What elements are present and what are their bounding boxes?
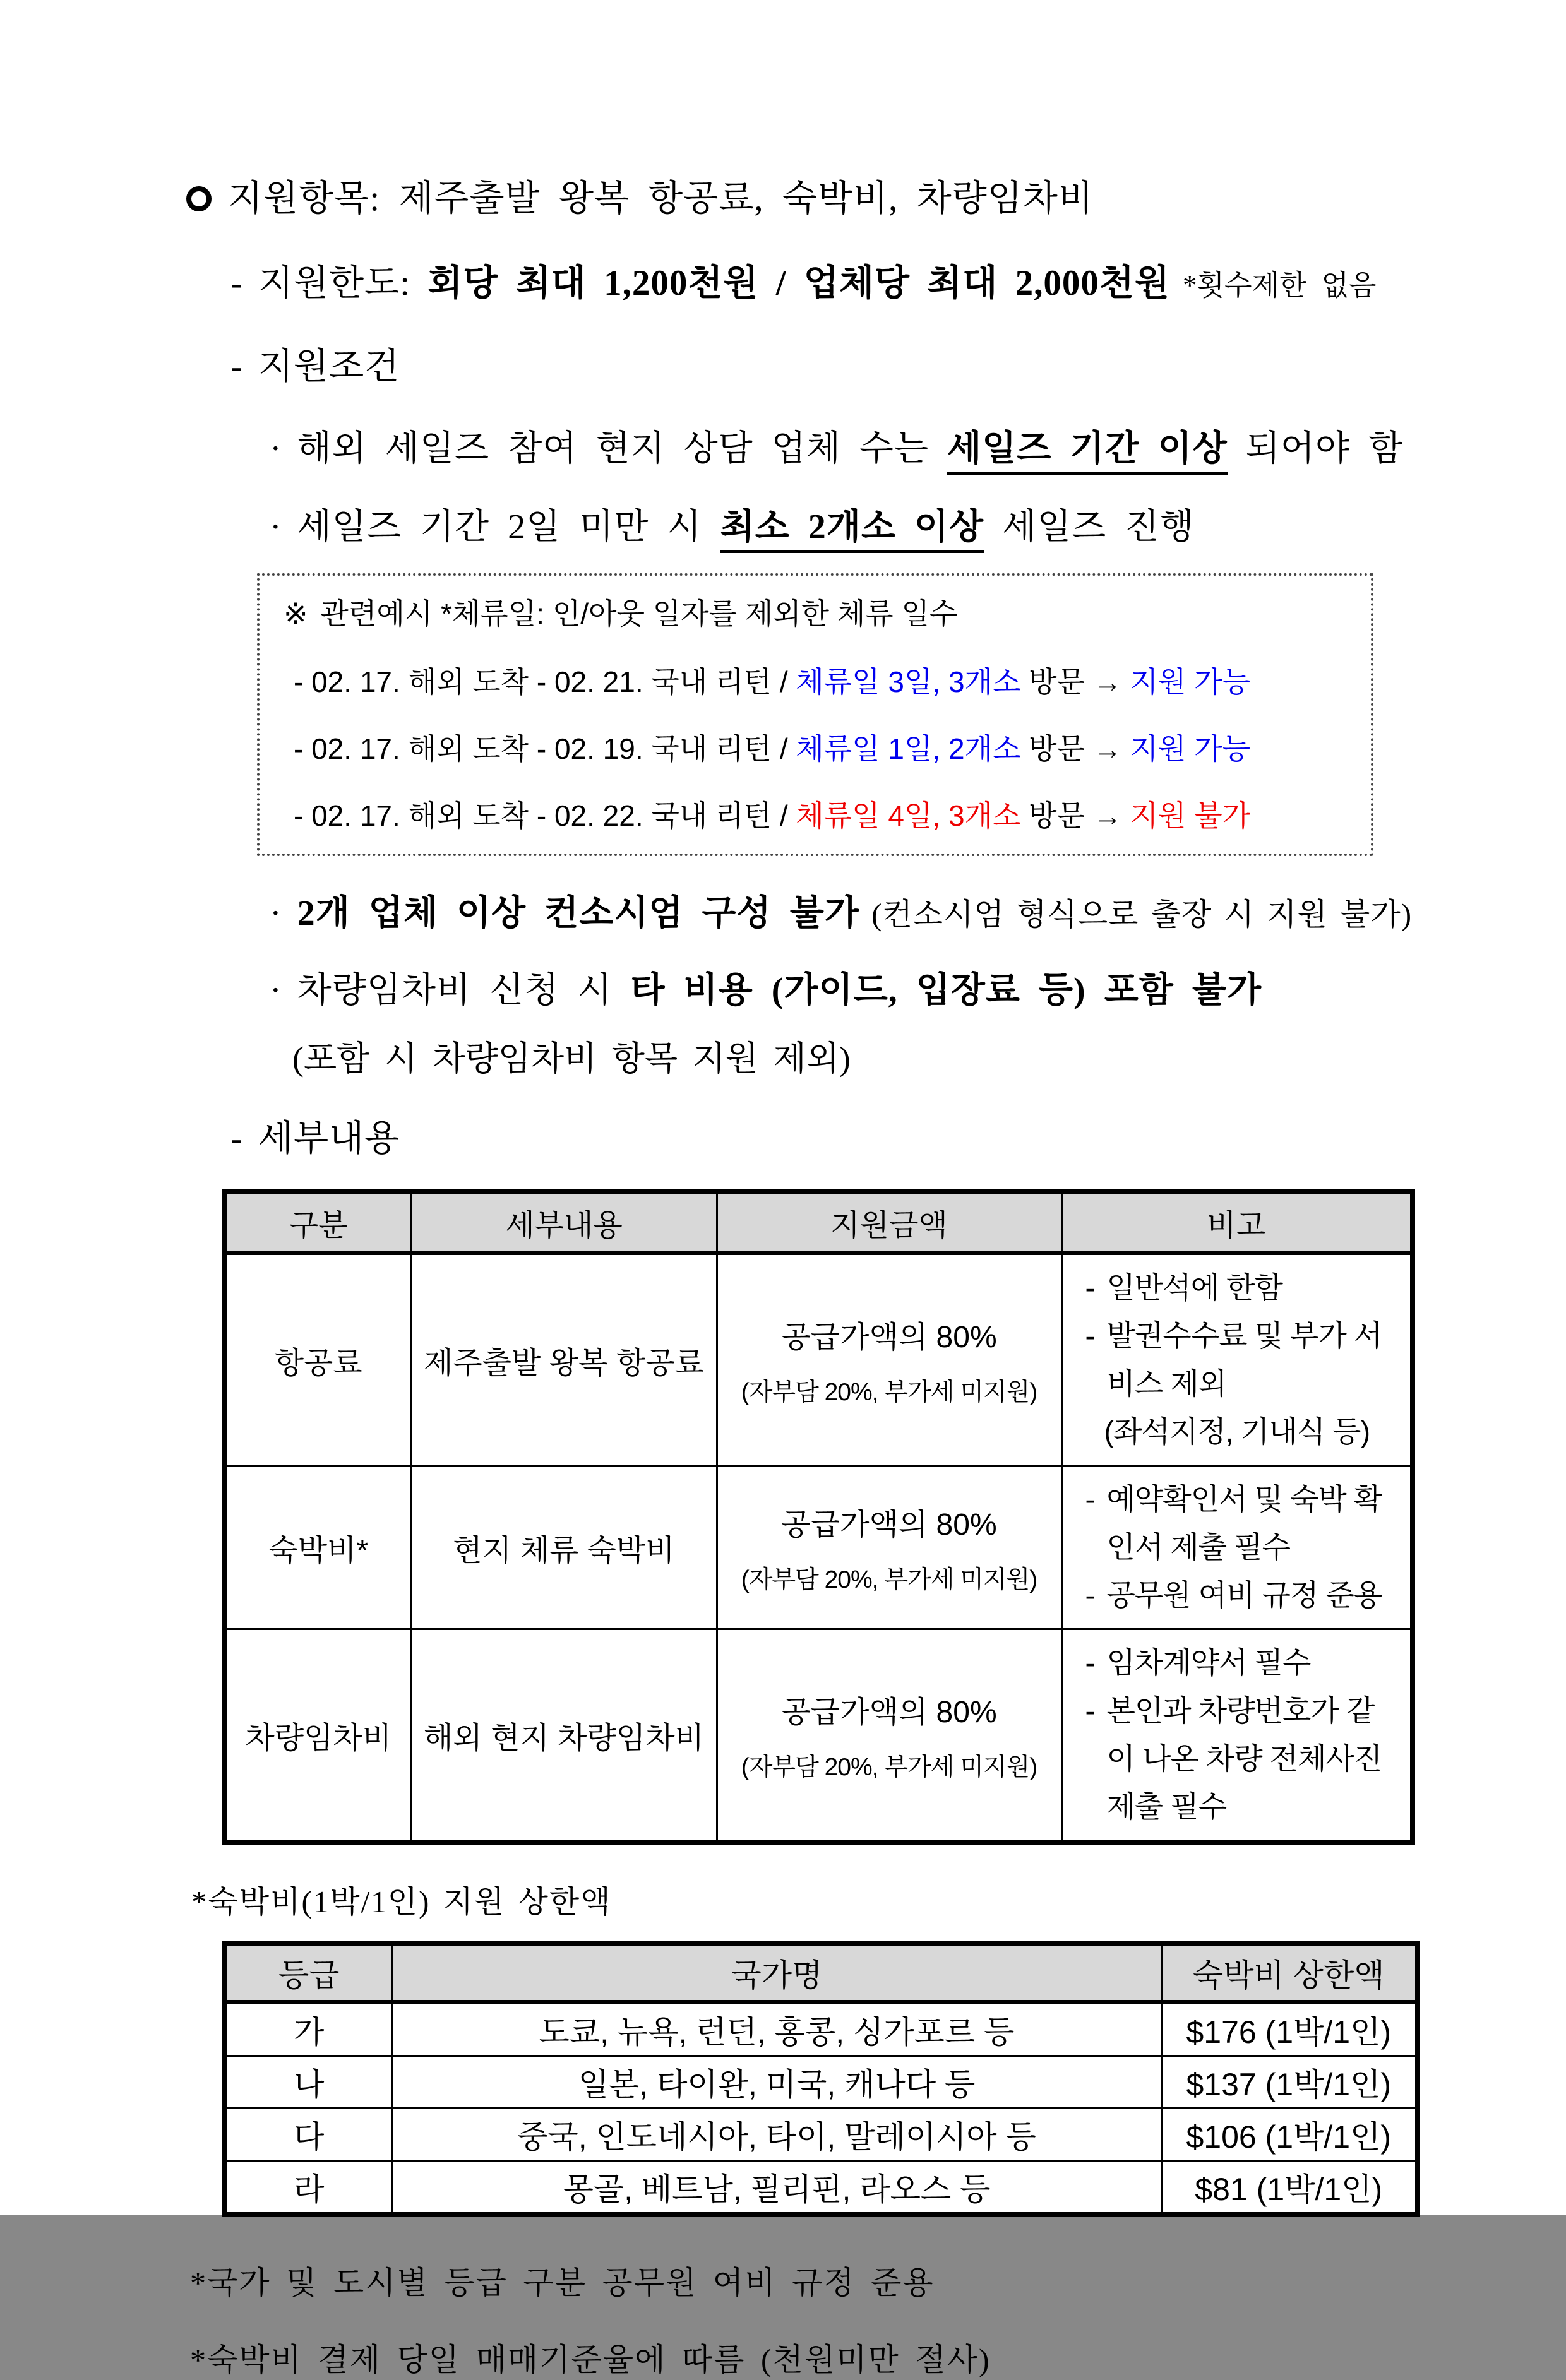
cond-sales-count-pre: 해외 세일즈 참여 현지 상담 업체 수는 (297, 429, 948, 468)
grade-c: 다 (224, 2109, 392, 2161)
row-vehicle-detail: 해외 현지 차량임차비 (411, 1629, 717, 1843)
cond-min-sites-pre: 세일즈 기간 2일 미만 시 (297, 508, 720, 547)
table-row (224, 1253, 1413, 1466)
bullet-support-limit (230, 254, 1424, 306)
remark-dash: - (1085, 1646, 1095, 1679)
remark-dash: - (1085, 1482, 1095, 1516)
dash-marker: - (230, 1119, 243, 1158)
example-2-plain: - 02. 17. 해외 도착 - 02. 22. 국내 리턴 / (294, 799, 796, 832)
remark-text: 발권수수료 및 부가 서비스 제외 (1106, 1319, 1382, 1400)
support-limit-text (258, 254, 1424, 306)
amount-main: 공급가액의 80% (781, 1508, 997, 1542)
table-row (224, 2109, 1418, 2161)
grade-a: 가 (224, 2002, 392, 2056)
bullet-support-conditions (230, 337, 1424, 389)
amount-sub: (자부담 20%, 부가세 미지원) (741, 1566, 1037, 1593)
row-vehicle-remarks (1061, 1629, 1413, 1843)
dash-marker: - (230, 347, 243, 386)
example-2-mid: 방문 → (1020, 799, 1130, 832)
cap-c: $106 (1박/1인) (1161, 2109, 1418, 2161)
remark-line (1075, 1571, 1401, 1619)
footnote-grade-rule: *국가 및 도시별 등급 구분 공무원 여비 규정 준용 (190, 2265, 935, 2300)
countries-b: 일본, 타이완, 미국, 캐나다 등 (392, 2056, 1161, 2109)
cap-table-caption: *숙박비(1박/1인) 지원 상한액 (191, 1884, 612, 1919)
bullet-cond-consortium (270, 885, 1424, 936)
example-item (284, 793, 1360, 835)
row-airfare-detail: 제주출발 왕복 항공료 (411, 1253, 717, 1466)
cap-b: $137 (1박/1인) (1161, 2056, 1418, 2109)
cond-consortium-paren: (컨소시엄 형식으로 출장 시 지원 불가) (859, 897, 1413, 932)
remark-text: 임차계약서 필수 (1106, 1646, 1311, 1679)
example-box-title (284, 591, 1360, 633)
example-item (284, 659, 1360, 701)
row-lodging-remarks (1061, 1466, 1413, 1629)
countries-a: 도쿄, 뉴욕, 런던, 홍콩, 싱가포르 등 (392, 2002, 1161, 2056)
example-0-highlight-1: 체류일 3일, 3개소 (796, 665, 1021, 698)
detail-header-amount: 지원금액 (717, 1191, 1061, 1253)
remark-line: (좌석지정, 기내식 등) (1104, 1415, 1370, 1448)
remark-line (1075, 1639, 1401, 1687)
cond-vehicle-bold: 타 비용 (가이드, 입장료 등) 포함 불가 (630, 971, 1262, 1010)
amount-sub: (자부담 20%, 부가세 미지원) (741, 1378, 1037, 1406)
example-title-text: 관련예시 *체류일: 인/아웃 일자를 제외한 체류 일수 (320, 597, 958, 630)
reference-mark-icon: ※ (284, 597, 308, 630)
bullet-cond-min-sites (270, 499, 1424, 549)
grade-d: 라 (224, 2161, 392, 2215)
countries-d: 몽골, 베트남, 필리핀, 라오스 등 (392, 2161, 1161, 2215)
bullet-cond-sales-count (270, 420, 1424, 471)
remark-line (1075, 1475, 1401, 1571)
remark-text: 일반석에 한함 (1106, 1271, 1282, 1304)
grade-b: 나 (224, 2056, 392, 2109)
example-item (284, 726, 1360, 768)
remark-line (1075, 1264, 1401, 1312)
dot-marker: · (270, 971, 282, 1010)
cond-min-sites-emph: 최소 2개소 이상 (720, 508, 984, 553)
example-1-highlight-1: 체류일 1일, 2개소 (796, 732, 1021, 765)
example-2-highlight-1: 체류일 4일, 3개소 (796, 799, 1021, 832)
cond-consortium-bold: 2개 업체 이상 컨소시엄 구성 불가 (297, 894, 859, 933)
countries-c: 중국, 인도네시아, 타이, 말레이시아 등 (392, 2109, 1161, 2161)
cap-header-cap: 숙박비 상한액 (1161, 1943, 1418, 2002)
example-0-plain: - 02. 17. 해외 도착 - 02. 21. 국내 리턴 / (294, 665, 796, 698)
footnote-exchange-rate: *숙박비 결제 당일 매매기준율에 따름 (천원미만 절사) (190, 2342, 991, 2377)
support-limit-note: *횟수제한 없음 (1182, 270, 1377, 301)
circle-bullet-icon (186, 186, 212, 211)
remark-text: 공무원 여비 규정 준용 (1106, 1578, 1382, 1612)
detail-header-detail: 세부내용 (411, 1191, 717, 1253)
cond-vehicle-text (297, 962, 1424, 1013)
table-row (224, 2002, 1418, 2056)
table-row (224, 1466, 1413, 1629)
remark-dash: - (1085, 1694, 1095, 1727)
cap-d: $81 (1박/1인) (1161, 2161, 1418, 2215)
example-1-mid: 방문 → (1020, 732, 1130, 765)
cond-sales-count-text (297, 420, 1424, 471)
cap-header-grade: 등급 (224, 1943, 392, 2002)
row-airfare-category: 항공료 (224, 1253, 411, 1466)
dash-marker: - (230, 263, 243, 303)
bullet-details-label (230, 1109, 1424, 1161)
dot-marker: · (270, 894, 282, 933)
row-lodging-detail: 현지 체류 숙박비 (411, 1466, 717, 1629)
dot-marker: · (270, 508, 282, 547)
table-row (224, 2161, 1418, 2215)
cap-a: $176 (1박/1인) (1161, 2002, 1418, 2056)
support-limit-label: 지원한도: (258, 263, 428, 303)
detail-table-header-row (224, 1191, 1413, 1253)
row-lodging-amount (717, 1466, 1061, 1629)
remark-line (1075, 1687, 1401, 1831)
row-vehicle-amount (717, 1629, 1061, 1843)
remark-dash: - (1085, 1271, 1095, 1304)
row-airfare-remarks (1061, 1253, 1413, 1466)
cond-vehicle-subnote: (포함 시 차량임차비 항목 지원 제외) (292, 1040, 851, 1078)
detail-table (222, 1189, 1415, 1845)
amount-main: 공급가액의 80% (781, 1320, 997, 1354)
cap-table-header-row (224, 1943, 1418, 2002)
example-box (257, 573, 1373, 856)
remark-dash: - (1085, 1578, 1095, 1612)
detail-header-category: 구분 (224, 1191, 411, 1253)
row-vehicle-category: 차량임차비 (224, 1629, 411, 1843)
bullet-support-items (186, 169, 1424, 221)
support-items-text: 지원항목: 제주출발 왕복 항공료, 숙박비, 차량임차비 (228, 179, 1094, 218)
cond-sales-count-emph: 세일즈 기간 이상 (947, 429, 1228, 475)
cond-min-sites-text (297, 499, 1424, 549)
remark-line (1075, 1312, 1401, 1408)
row-airfare-amount (717, 1253, 1061, 1466)
row-lodging-category: 숙박비* (224, 1466, 411, 1629)
remark-text: 본인과 차량번호가 같이 나온 차량 전체사진 제출 필수 (1106, 1694, 1382, 1823)
cond-sales-count-post: 되어야 함 (1227, 429, 1404, 468)
table-row (224, 1629, 1413, 1843)
table-row (224, 2056, 1418, 2109)
support-limit-amount: 회당 최대 1,200천원 / 업체당 최대 2,000천원 (427, 263, 1170, 303)
example-1-plain: - 02. 17. 해외 도착 - 02. 19. 국내 리턴 / (294, 732, 796, 765)
cond-vehicle-pre: 차량임차비 신청 시 (297, 971, 631, 1010)
cap-header-countries: 국가명 (392, 1943, 1161, 2002)
dot-marker: · (270, 429, 282, 468)
amount-main: 공급가액의 80% (781, 1695, 997, 1729)
details-label-text: 세부내용 (258, 1119, 400, 1158)
example-1-highlight-2: 지원 가능 (1130, 732, 1251, 765)
cond-min-sites-post: 세일즈 진행 (984, 508, 1195, 547)
example-2-highlight-2: 지원 불가 (1130, 799, 1251, 832)
example-0-mid: 방문 → (1020, 665, 1130, 698)
remark-text: 예약확인서 및 숙박 확인서 제출 필수 (1106, 1482, 1382, 1564)
remark-dash: - (1085, 1319, 1095, 1352)
amount-sub: (자부담 20%, 부가세 미지원) (741, 1753, 1037, 1781)
detail-header-remarks: 비고 (1061, 1191, 1413, 1253)
example-0-highlight-2: 지원 가능 (1130, 665, 1251, 698)
support-conditions-text: 지원조건 (258, 347, 400, 386)
bullet-cond-vehicle (270, 962, 1424, 1013)
lodging-cap-table (222, 1941, 1420, 2217)
cond-consortium-text (297, 885, 1424, 936)
